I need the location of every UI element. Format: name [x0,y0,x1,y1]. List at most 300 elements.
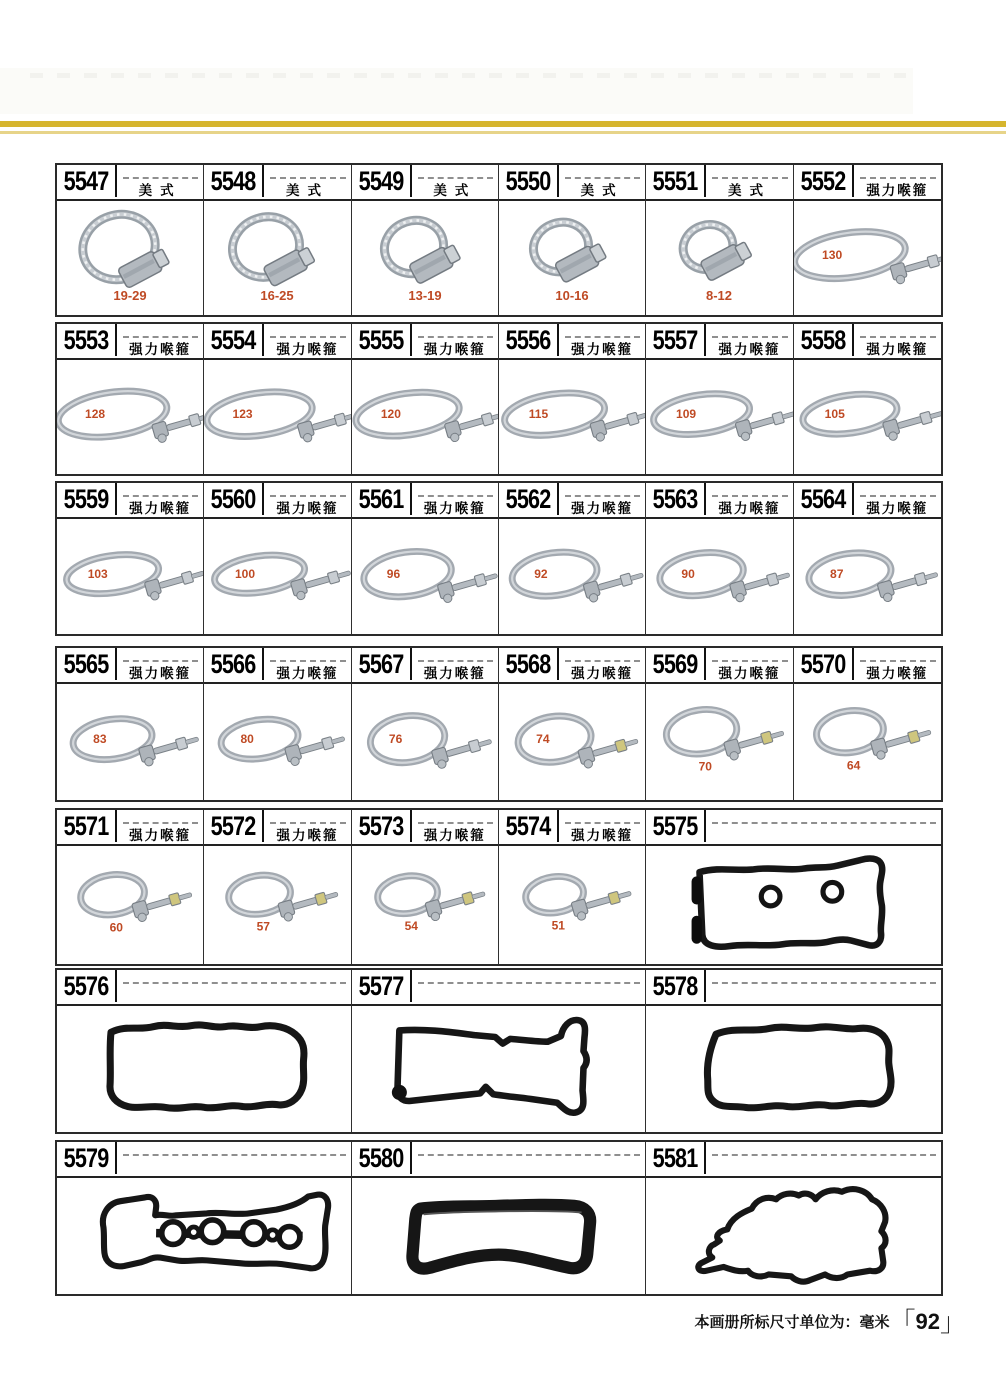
product-image-area [352,358,498,474]
cell-header [352,810,498,846]
product-type-label: 强力喉箍 [423,666,486,681]
product-code: 5554 [210,324,256,355]
size-label: 130 [821,247,842,262]
dashed-line [712,495,787,497]
product-cell-5580 [352,1142,647,1294]
product-cell-5558 [794,324,941,474]
tbolt-clamp-image [646,526,792,626]
product-type-label: 强力喉箍 [571,828,634,843]
tbolt-mechanism [590,407,646,443]
cell-header [352,970,646,1006]
product-cell-5572 [204,810,351,964]
product-code: 5560 [210,483,256,514]
product-code: 5578 [652,970,698,1001]
product-image-area [352,517,498,634]
tbolt-clamp-image [499,691,645,791]
product-code: 5575 [652,810,698,841]
product-image-area [57,199,203,315]
size-label: 10-16 [555,288,589,303]
size-label: 16-25 [260,288,295,303]
product-cell-5581 [646,1142,941,1294]
product-image-area [499,682,645,800]
cell-header [204,810,350,846]
product-type-label: 强力喉箍 [129,501,192,516]
tbolt-mechanism [444,407,498,443]
dashed-line [712,660,787,662]
tbolt-clamp-image [352,366,498,466]
product-code-box [646,970,706,1002]
dashed-line [123,660,198,662]
product-type-label: 强力喉箍 [129,342,192,357]
product-type-label: 强力喉箍 [423,342,486,357]
tbolt-mechanism [152,408,204,444]
cell-header [204,324,350,360]
valve-cover-gasket-image [355,1006,641,1130]
cell-header [499,324,645,360]
product-code-box [499,648,559,680]
product-cell-5562 [499,483,646,634]
tbolt-mechanism [138,732,201,768]
product-cell-5551 [646,165,793,315]
product-code-box [204,483,264,515]
dashed-line [418,336,493,338]
product-image-area [794,682,941,800]
worm-screw-housing [408,242,462,284]
product-image-area [204,358,350,474]
worm-clamp-image [204,209,350,305]
cell-header [57,810,203,846]
dashed-line [860,177,936,179]
product-code: 5570 [800,648,846,679]
size-label: 8-12 [706,288,733,303]
product-type-label: 强力喉箍 [276,666,339,681]
catalog-row [55,481,943,636]
size-label: 92 [534,566,548,581]
product-code: 5558 [800,324,846,355]
dashed-line [418,177,493,179]
gold-rule-thin [0,131,1006,134]
product-code: 5555 [358,324,404,355]
tbolt-mechanism [730,567,793,603]
product-type-label: 强力喉箍 [571,501,634,516]
product-cell-5563 [646,483,793,634]
product-type-label: 强力喉箍 [571,666,634,681]
size-label: 115 [528,406,549,421]
product-code: 5553 [63,324,109,355]
page-number-bracket-left: 「 [889,1307,916,1337]
cell-header [352,648,498,684]
size-label: 83 [93,731,107,746]
size-label: 64 [846,758,861,773]
cell-header [499,165,645,201]
size-label: 51 [551,918,565,933]
catalog-row [55,968,943,1134]
product-image-area [499,844,645,964]
size-label: 74 [536,731,550,746]
footer-note: 本画册所标尺寸单位为：毫米 [694,1314,890,1331]
product-cell-5554 [204,324,351,474]
product-code-box [646,483,706,515]
cell-header [352,483,498,519]
product-cell-5564 [794,483,941,634]
product-cell-5571 [57,810,204,964]
worm-screw-housing [554,241,608,283]
tbolt-clamp-image [204,854,350,954]
product-code: 5571 [63,810,109,841]
product-cell-5578 [646,970,941,1132]
size-label: 105 [824,406,845,421]
size-label: 80 [240,731,255,746]
cell-header [646,810,941,846]
product-code: 5562 [505,483,551,514]
dashed-line [565,177,640,179]
product-type-label: 强力喉箍 [423,828,486,843]
product-code: 5557 [652,324,698,355]
cell-header [352,1142,646,1178]
product-code-box [352,648,412,680]
product-code: 5549 [358,165,404,196]
dashed-line [123,336,198,338]
product-cell-5550 [499,165,646,315]
dashed-line [565,336,640,338]
product-code-box [499,324,559,356]
product-code-box [499,483,559,515]
tbolt-clamp-image [646,691,792,791]
product-code-box [499,810,559,842]
product-code: 5564 [800,483,846,514]
product-cell-5553 [57,324,204,474]
cell-header [57,324,203,360]
product-code-box [499,165,559,197]
product-code: 5567 [358,648,404,679]
rubber-frame-gasket-image [355,1176,641,1294]
tbolt-clamp-image [352,854,498,954]
product-type-label: 美式 [433,183,477,198]
product-code: 5561 [358,483,404,514]
worm-clamp-image [352,209,498,305]
product-code: 5574 [505,810,551,841]
tbolt-clamp-image [57,854,203,954]
cell-header [646,1142,941,1178]
cell-header [57,648,203,684]
product-cell-5559 [57,483,204,634]
cell-header [204,165,350,201]
cell-header [57,970,351,1006]
size-label: 54 [404,919,418,934]
product-code-box [646,324,706,356]
product-cell-5569 [646,648,793,800]
product-type-label: 美式 [138,183,182,198]
product-cell-5547 [57,165,204,315]
dashed-line [565,660,640,662]
dashed-line [860,660,936,662]
tbolt-clamp-image [499,366,645,466]
cell-header [352,324,498,360]
product-type-label: 强力喉箍 [866,666,929,681]
size-label: 57 [256,919,271,934]
product-cell-5549 [352,165,499,315]
product-code-box [57,810,117,842]
tbolt-clamp-image [646,366,792,466]
product-code-box [794,483,854,515]
cell-header [794,648,941,684]
product-type-label: 强力喉箍 [718,501,781,516]
tbolt-clamp-image [794,691,941,791]
product-code-box [204,810,264,842]
product-cell-5566 [204,648,351,800]
tbolt-clamp-image [204,366,350,466]
product-image-area [352,682,498,800]
product-code: 5569 [652,648,698,679]
tbolt-clamp-image [57,526,203,626]
dashed-line [712,1154,936,1156]
product-code-box [352,810,412,842]
product-image-area [57,1004,351,1132]
product-code: 5551 [652,165,698,196]
product-image-area [646,199,792,315]
oil-pan-gasket-image [61,1006,347,1130]
product-image-area [646,517,792,634]
size-label: 76 [388,731,402,746]
product-image-area [794,517,941,634]
product-cell-5577 [352,970,647,1132]
tbolt-mechanism [291,565,351,601]
dashed-line [123,495,198,497]
tbolt-clamp-image [57,366,203,466]
size-label: 123 [232,406,253,421]
product-code-box [204,648,264,680]
cell-header [57,1142,351,1178]
cell-header [646,648,792,684]
product-type-label: 强力喉箍 [866,342,929,357]
worm-clamp-image [646,209,792,305]
cell-header [352,165,498,201]
cell-header [646,483,792,519]
product-code: 5552 [800,165,846,196]
size-label: 96 [386,566,400,581]
product-code-box [57,483,117,515]
product-image-area [57,1176,351,1294]
worm-screw-housing [263,245,317,287]
product-image-area [204,844,350,964]
size-label: 120 [380,406,401,421]
product-cell-5576 [57,970,352,1132]
cell-header [204,483,350,519]
tbolt-clamp-image [794,366,941,466]
product-code-box [57,648,117,680]
product-image-area [646,682,792,800]
dashed-line [270,336,345,338]
tbolt-clamp-image [794,207,941,307]
product-code-box [352,483,412,515]
tbolt-mechanism [297,408,350,444]
tbolt-clamp-image [204,526,350,626]
product-code: 5577 [358,970,404,1001]
product-image-area [646,1004,941,1132]
product-cell-5574 [499,810,646,964]
product-code: 5573 [358,810,404,841]
product-type-label: 美式 [580,183,624,198]
size-label: 103 [87,566,108,581]
size-label: 100 [235,566,256,581]
product-image-area [352,1004,646,1132]
tbolt-mechanism [735,406,792,442]
product-image-area [794,199,941,315]
dashed-line [418,822,493,824]
product-image-area [204,682,350,800]
product-code: 5580 [358,1142,404,1173]
product-code: 5572 [210,810,256,841]
tbolt-clamp-image [499,854,645,954]
product-code-box [204,165,264,197]
product-cell-5575 [646,810,941,964]
product-code-box [352,970,412,1002]
product-code-box [794,648,854,680]
dashed-line [418,982,641,984]
cell-header [794,324,941,360]
product-cell-5573 [352,810,499,964]
dashed-line [860,495,936,497]
product-type-label: 强力喉箍 [718,666,781,681]
page-number: 92 [915,1309,940,1334]
product-code-box [352,324,412,356]
tbolt-clamp-image [352,691,498,791]
product-code-box [204,324,264,356]
cell-header [499,483,645,519]
size-label: 70 [698,759,713,774]
product-cell-5560 [204,483,351,634]
product-code-box [794,165,854,197]
worm-screw-housing [700,239,754,281]
product-code: 5559 [63,483,109,514]
tbolt-clamp-image [794,526,941,626]
product-cell-5565 [57,648,204,800]
product-code-box [352,1142,412,1174]
product-code: 5579 [63,1142,109,1173]
size-label: 109 [676,406,697,421]
product-code-box [57,1142,117,1174]
dashed-line [123,1154,346,1156]
footer [0,1302,966,1339]
valve-cover-gasket-image [651,846,937,962]
tbolt-clamp-image [57,691,203,791]
product-image-area [352,844,498,964]
tbolt-mechanism [437,568,498,604]
tbolt-mechanism [144,565,203,601]
product-code: 5576 [63,970,109,1001]
cell-header [204,648,350,684]
product-cell-5567 [352,648,499,800]
product-code-box [57,165,117,197]
product-code-box [352,165,412,197]
product-code-box [646,648,706,680]
product-image-area [499,199,645,315]
dashed-line [270,177,345,179]
dashed-line [565,822,640,824]
product-code: 5548 [210,165,256,196]
valve-cover-gasket-image [61,1176,347,1294]
product-type-label: 强力喉箍 [276,342,339,357]
worm-screw-housing [118,246,172,288]
product-image-area [352,199,498,315]
product-type-label: 强力喉箍 [276,501,339,516]
product-type-label: 强力喉箍 [571,342,634,357]
product-type-label: 美式 [727,183,771,198]
product-type-label: 强力喉箍 [129,828,192,843]
product-code: 5556 [505,324,551,355]
dashed-line [712,177,787,179]
faded-header-text [30,73,906,78]
tbolt-mechanism [877,567,941,603]
dashed-line [418,660,493,662]
cell-header [646,324,792,360]
cell-header [57,165,203,201]
product-cell-5570 [794,648,941,800]
cell-header [499,648,645,684]
product-type-label: 强力喉箍 [866,501,929,516]
product-image-area [499,358,645,474]
product-type-label: 强力喉箍 [129,666,192,681]
dashed-line [418,1154,641,1156]
product-image-area [646,844,941,964]
catalog-row [55,808,943,966]
product-code: 5547 [63,165,109,196]
product-image-area [499,517,645,634]
dashed-line [123,177,198,179]
product-cell-5568 [499,648,646,800]
product-image-area [794,358,941,474]
product-image-area [57,358,203,474]
product-type-label: 美式 [285,183,329,198]
product-code: 5563 [652,483,698,514]
tbolt-mechanism [583,567,645,603]
product-cell-5556 [499,324,646,474]
cell-header [646,970,941,1006]
product-cell-5555 [352,324,499,474]
tbolt-mechanism [882,406,941,442]
dashed-line [123,822,198,824]
catalog-row [55,322,943,476]
cell-header [794,165,941,201]
product-image-area [57,517,203,634]
page-number-bracket-right: 」 [939,1307,966,1337]
size-label: 60 [109,920,123,935]
product-code-box [646,165,706,197]
dashed-line [270,660,345,662]
dashed-line [565,495,640,497]
tbolt-clamp-image [204,691,350,791]
size-label: 19-29 [113,288,147,303]
tbolt-mechanism [889,249,941,285]
size-label: 90 [681,566,696,581]
tbolt-mechanism [285,731,348,767]
dashed-line [418,495,493,497]
gold-rule-thick [0,121,1006,127]
product-code: 5568 [505,648,551,679]
product-code-box [57,324,117,356]
product-code: 5566 [210,648,256,679]
cell-header [499,810,645,846]
product-type-label: 强力喉箍 [718,342,781,357]
product-image-area [57,844,203,964]
product-cell-5548 [204,165,351,315]
product-code-box [646,1142,706,1174]
product-image-area [57,682,203,800]
product-code-box [794,324,854,356]
size-label: 13-19 [408,288,442,303]
product-image-area [352,1176,646,1294]
catalog-row [55,646,943,802]
